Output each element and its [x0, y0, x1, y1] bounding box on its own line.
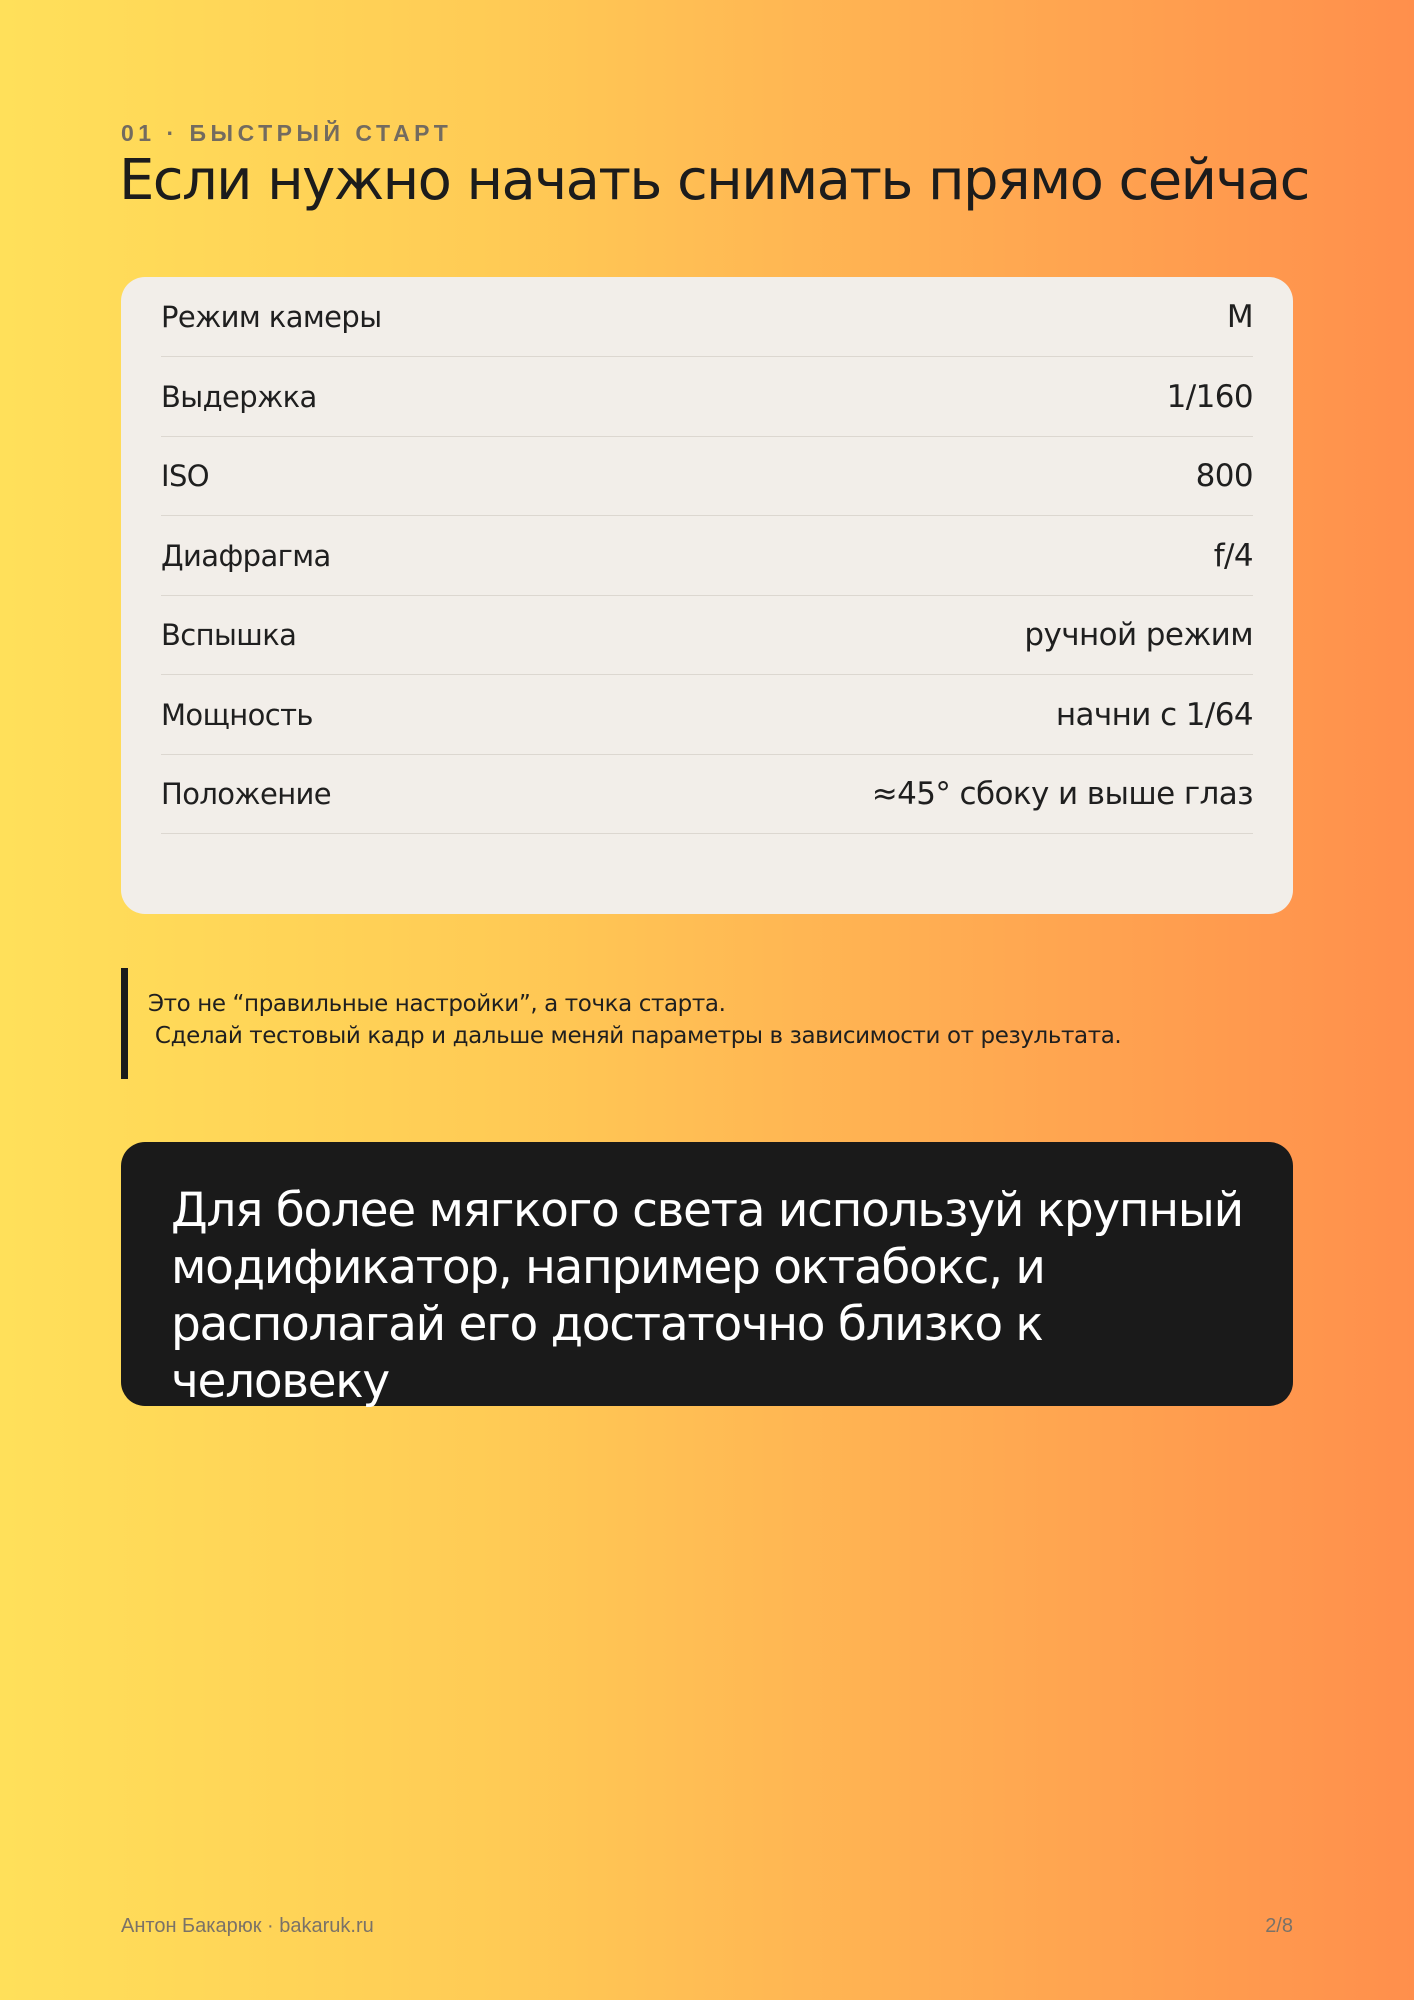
settings-row-flash	[161, 595, 1253, 675]
tip-card	[121, 1142, 1293, 1409]
setting-label: Мощность	[161, 697, 313, 732]
tip-text: Для более мягкого света используй крупный модификатор, например октабокс, и располагай его достаточно близко к человеку	[171, 1183, 1243, 1409]
setting-value: M	[1226, 298, 1253, 335]
setting-value: ручной режим	[1024, 616, 1253, 653]
settings-row-aperture	[161, 516, 1253, 596]
setting-value: 1/160	[1166, 378, 1253, 415]
page-title: Если нужно начать снимать прямо сейчас	[119, 148, 1309, 213]
note-callout	[121, 968, 1293, 1079]
setting-label: Вспышка	[161, 617, 297, 652]
setting-label: ISO	[161, 458, 209, 493]
section-eyebrow: 01 · БЫСТРЫЙ СТАРТ	[121, 120, 453, 146]
note-line: Сделай тестовый кадр и дальше меняй параметры в зависимости от результата.	[148, 1023, 1122, 1049]
settings-row-power	[161, 675, 1253, 755]
setting-value: начни с 1/64	[1055, 696, 1253, 733]
setting-value: 800	[1195, 457, 1253, 494]
settings-row-iso	[161, 436, 1253, 516]
setting-value: ≈45° сбоку и выше глаз	[871, 775, 1253, 812]
page-number: 2/8	[1265, 1915, 1293, 1937]
setting-label: Положение	[161, 776, 332, 811]
footer-author: Антон Бакарюк · bakaruk.ru	[121, 1915, 374, 1937]
setting-label: Выдержка	[161, 379, 317, 414]
note-line: Это не “правильные настройки”, а точка старта.	[148, 991, 726, 1017]
settings-row-position	[161, 754, 1253, 834]
settings-row-shutter	[161, 357, 1253, 437]
setting-label: Режим камеры	[161, 299, 382, 334]
setting-label: Диафрагма	[161, 538, 331, 573]
setting-value: f/4	[1213, 537, 1253, 574]
settings-card	[121, 277, 1293, 914]
settings-row-camera-mode	[161, 277, 1253, 357]
